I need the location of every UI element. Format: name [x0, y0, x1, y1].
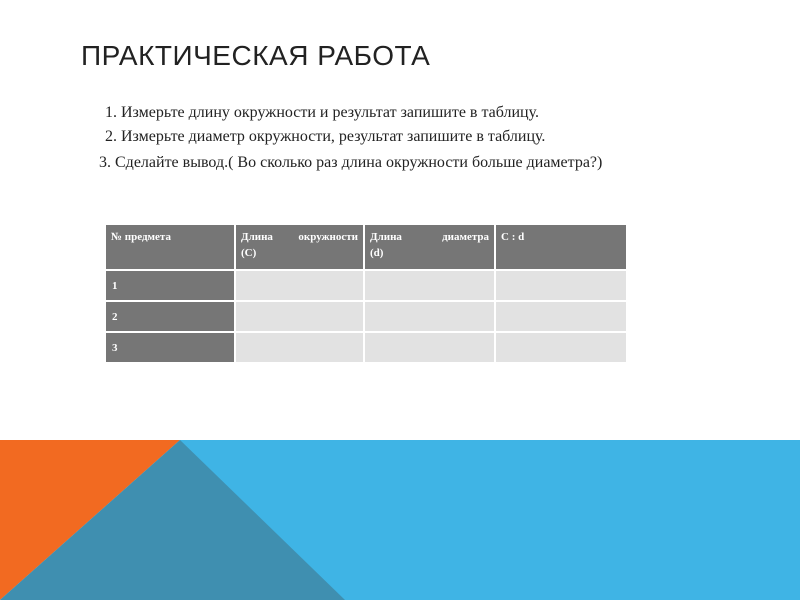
instruction-item-3: 3. Сделайте вывод.( Во сколько раз длина окружности больше диаметра?) — [99, 154, 603, 171]
header-circumference — [236, 225, 363, 269]
header-circumference-word1: Длина — [241, 231, 273, 243]
header-diameter-word2: диаметра — [442, 231, 489, 243]
table-row — [106, 271, 626, 300]
instruction-item-1: 1. Измерьте длину окружности и результат запишите в таблицу. — [105, 104, 540, 121]
header-circumference-unit: (С) — [241, 247, 257, 259]
circumference-cell[interactable] — [236, 271, 363, 300]
row-number: 1 — [106, 271, 234, 300]
ratio-cell[interactable] — [496, 302, 626, 331]
row-number: 3 — [106, 333, 234, 362]
header-diameter — [365, 225, 494, 269]
instruction-item-2: 2. Измерьте диаметр окружности, результат запишите в таблицу. — [105, 128, 546, 145]
ratio-cell[interactable] — [496, 271, 626, 300]
row-number: 2 — [106, 302, 234, 331]
table-header-row — [106, 225, 626, 269]
decorative-footer-shapes — [0, 440, 800, 600]
table-row — [106, 333, 626, 362]
diameter-cell[interactable] — [365, 271, 494, 300]
diameter-cell[interactable] — [365, 333, 494, 362]
header-diameter-word1: Длина — [370, 231, 402, 243]
measurement-table — [104, 223, 628, 364]
header-ratio: С : d — [496, 225, 626, 269]
ratio-cell[interactable] — [496, 333, 626, 362]
diameter-cell[interactable] — [365, 302, 494, 331]
header-item-number: № предмета — [106, 225, 234, 269]
circumference-cell[interactable] — [236, 302, 363, 331]
slide-title: ПРАКТИЧЕСКАЯ РАБОТА — [81, 40, 431, 71]
header-circumference-word2: окружности — [298, 231, 358, 243]
header-diameter-unit: (d) — [370, 247, 384, 259]
circumference-cell[interactable] — [236, 333, 363, 362]
table-row — [106, 302, 626, 331]
